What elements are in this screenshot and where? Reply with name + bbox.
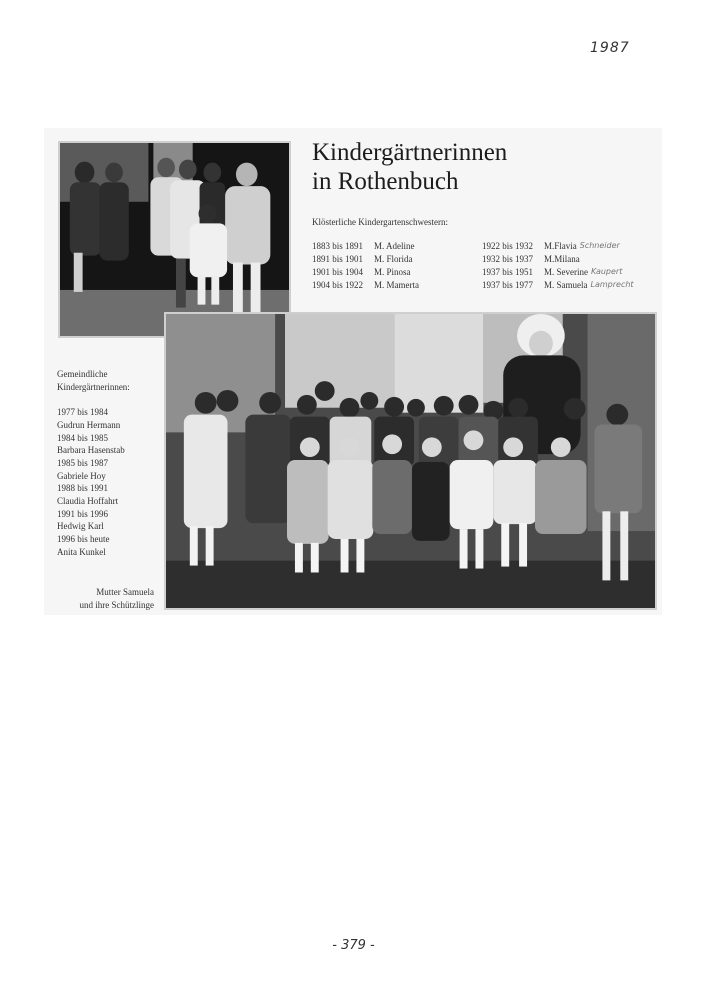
handwritten-note: Lamprecht	[590, 280, 634, 289]
sister-period: 1937 bis 1977	[482, 280, 534, 290]
list-item	[312, 266, 482, 278]
scanned-page	[44, 128, 662, 615]
sister-name: M.Milana	[544, 254, 580, 264]
sister-period: 1922 bis 1932	[482, 241, 534, 251]
staff-group-photo	[58, 141, 291, 338]
list-item	[312, 240, 482, 252]
sister-period: 1883 bis 1891	[312, 241, 364, 251]
teacher-period: 1984 bis 1985	[57, 432, 109, 443]
convent-heading: Klösterliche Kindergartenschwestern:	[312, 217, 449, 227]
caption-line-1: Mutter Samuela	[96, 587, 154, 597]
handwritten-note: Kaupert	[591, 267, 623, 276]
community-heading	[57, 368, 167, 393]
title-line-2: in Rothenbuch	[312, 168, 459, 195]
community-heading-line-1: Gemeindliche	[57, 369, 108, 379]
list-item	[482, 279, 657, 291]
sister-name: M.Flavia	[544, 241, 577, 251]
teacher-name: Hedwig Karl	[57, 521, 104, 532]
teacher-name: Barbara Hasenstab	[57, 445, 125, 456]
year-annotation: 1987	[590, 40, 630, 56]
sister-name: M. Mamerta	[374, 280, 419, 290]
teacher-period: 1985 bis 1987	[57, 457, 109, 468]
page-title	[312, 138, 652, 196]
sister-period: 1937 bis 1951	[482, 267, 534, 277]
list-item	[482, 266, 657, 278]
sister-period: 1904 bis 1922	[312, 280, 364, 290]
convent-sisters-list	[312, 240, 657, 291]
photo-caption	[62, 586, 154, 611]
teacher-name: Gudrun Hermann	[57, 419, 121, 430]
teacher-name: Claudia Hoffahrt	[57, 496, 119, 507]
teacher-period: 1996 bis heute	[57, 534, 110, 545]
list-item	[312, 279, 482, 291]
handwritten-note: Schneider	[579, 241, 620, 250]
sister-name: M. Pinosa	[374, 267, 411, 277]
sister-name: M. Florida	[374, 254, 413, 264]
caption-line-2: und ihre Schützlinge	[79, 599, 154, 610]
sister-period: 1891 bis 1901	[312, 254, 364, 264]
sister-name: M. Severine	[544, 267, 588, 277]
sister-period: 1901 bis 1904	[312, 267, 364, 277]
sister-name: M. Samuela	[544, 280, 588, 290]
list-item	[482, 253, 657, 265]
teacher-period: 1977 bis 1984	[57, 407, 109, 418]
title-line-1: Kindergärtnerinnen	[312, 139, 508, 166]
page-number: - 379 -	[332, 938, 375, 953]
teacher-name: Anita Kunkel	[57, 546, 106, 557]
list-item	[312, 253, 482, 265]
list-item	[482, 240, 657, 252]
sister-name: M. Adeline	[374, 241, 415, 251]
teacher-period: 1988 bis 1991	[57, 483, 109, 494]
teacher-name: Gabriele Hoy	[57, 470, 106, 481]
teacher-period: 1991 bis 1996	[57, 508, 109, 519]
sister-period: 1932 bis 1937	[482, 254, 534, 264]
community-teachers-list	[57, 368, 167, 559]
community-heading-line-2: Kindergärtnerinnen:	[57, 381, 130, 392]
class-group-photo	[164, 312, 657, 610]
